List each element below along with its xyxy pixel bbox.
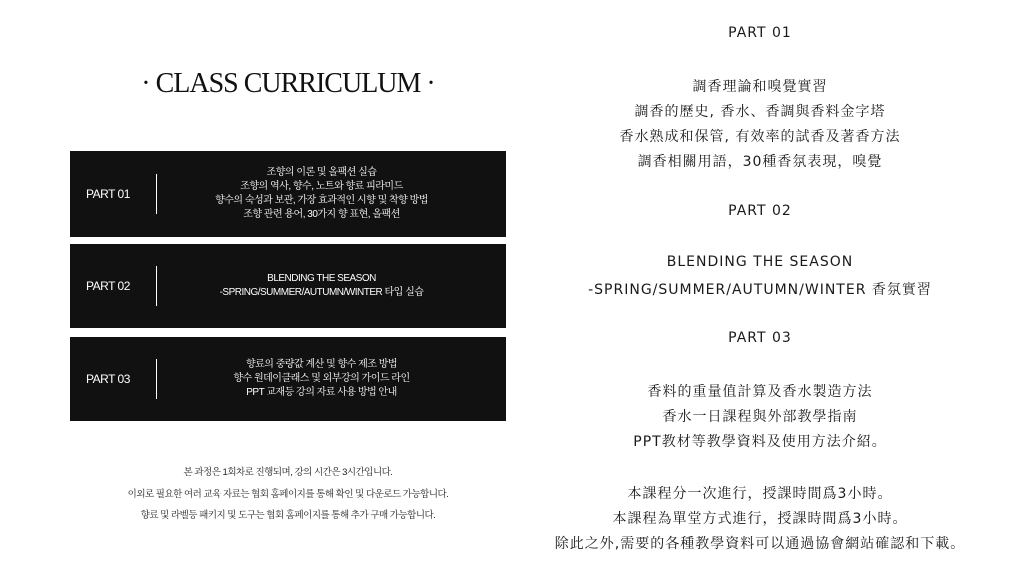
part-03-box [70,337,506,421]
part-01-line: 調香的歷史, 香水、香調與香料金字塔 [634,104,886,120]
part-line: -SPRING/SUMMER/AUTUMN/WINTER 타입 실습 [219,287,424,298]
course-note: 본 과정은 1회차로 진행되며, 강의 시간은 3시간입니다. [183,467,393,478]
course-note-zh: 本課程為單堂方式進行，授課時間爲3小時。 [612,511,908,527]
part-line: 조향의 역사, 향수, 노트와 향료 피라미드 [240,181,403,192]
part-label: PART 03 [86,372,130,386]
part-line: 향수 원데이클래스 및 외부강의 가이드 라인 [233,373,410,384]
part-lines [157,358,506,400]
part-01-line: 調香相關用語，30種香氛表現，嗅覺 [637,154,883,170]
part-label: PART 01 [86,187,130,201]
course-note: 이외로 필요한 여러 교육 자료는 협회 홈페이지를 통해 확인 및 다운로드 가능합니다. [127,489,449,500]
curriculum-title: · CLASS CURRICULUM · [141,68,435,99]
part-03-line: 香料的重量值計算及香水製造方法 [647,384,873,400]
part-01-line: 香水熟成和保管, 有效率的試香及著香方法 [619,129,901,145]
part-lines [157,166,506,222]
part-02-line: -SPRING/SUMMER/AUTUMN/WINTER 香氛實習 [588,282,932,298]
part-01-heading: PART 01 [728,25,792,41]
part-line: BLENDING THE SEASON [267,273,376,284]
part-03-heading: PART 03 [728,330,792,346]
part-02-box [70,244,506,328]
part-02-line: BLENDING THE SEASON [666,254,854,270]
part-line: PPT 교재등 강의 자료 사용 방법 안내 [246,387,397,398]
part-line: 향료의 중량값 계산 및 향수 제조 방법 [245,359,398,370]
part-line: 향수의 숙성과 보관, 가장 효과적인 시향 및 착향 방법 [215,195,428,206]
part-03-line: PPT教材等教學資料及使用方法介紹。 [633,434,887,450]
part-02-heading: PART 02 [728,203,792,219]
course-note-zh: 本課程分一次進行，授課時間爲3小時。 [627,486,893,502]
part-03-line: 香水一日課程與外部教學指南 [662,409,858,425]
course-note: 향료 및 라벨등 패키지 및 도구는 협회 홈페이지를 통해 추가 구매 가능합니다. [140,510,436,521]
part-line: 조향의 이론 및 올팩션 실습 [266,167,377,178]
part-line: 조향 관련 용어, 30가지 향 표현, 올팩션 [243,209,400,220]
part-01-line: 調香理論和嗅覺實習 [692,79,828,95]
part-label: PART 02 [86,279,130,293]
part-01-box [70,151,506,237]
part-lines [157,272,506,300]
course-note-zh: 除此之外,需要的各種教學資料可以通過協會網站確認和下載。 [554,536,966,552]
